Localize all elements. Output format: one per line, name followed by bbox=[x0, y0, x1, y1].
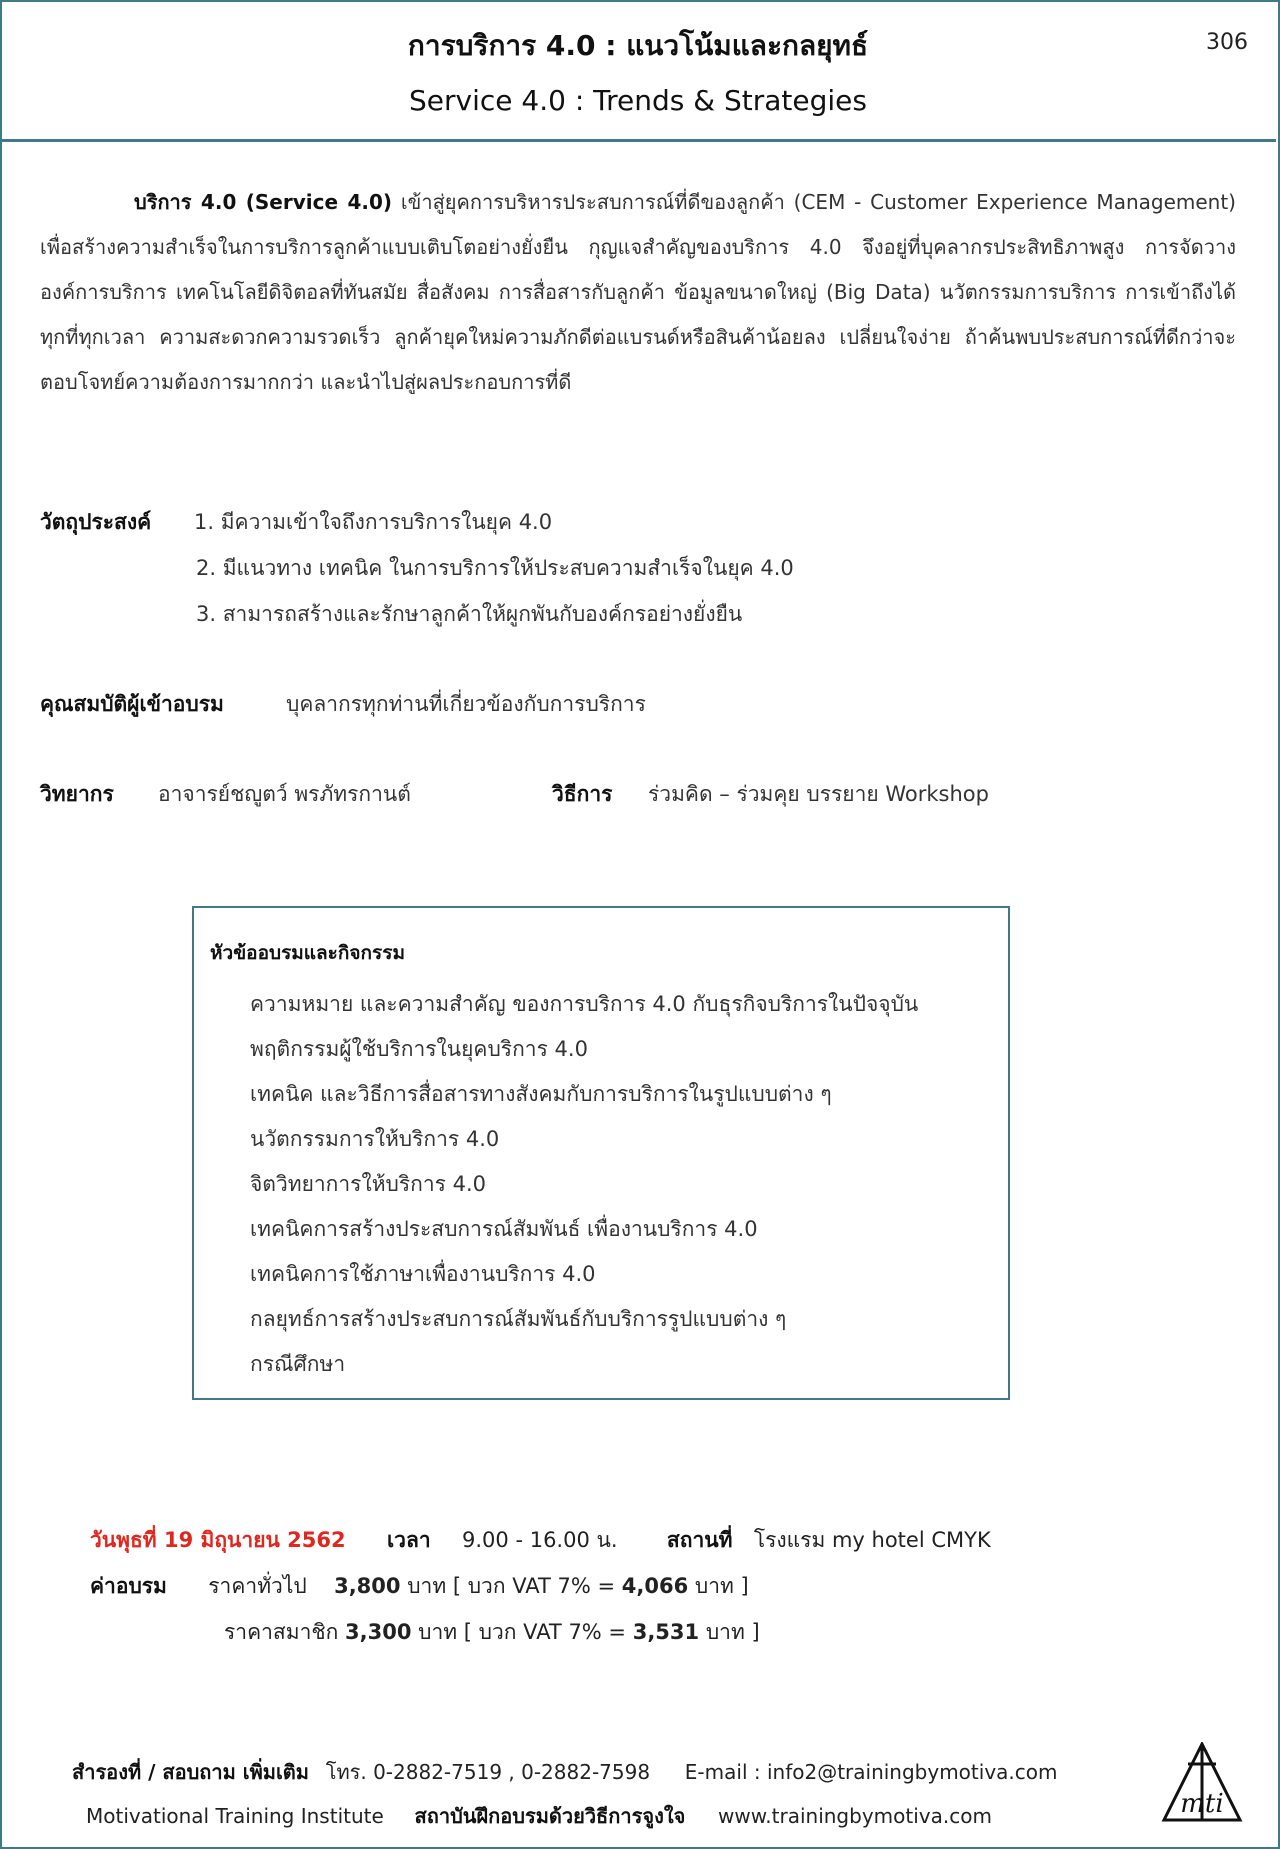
fee-member-row bbox=[224, 1616, 760, 1649]
qualification-row bbox=[40, 688, 224, 721]
event-time: 9.00 - 16.00 น. bbox=[462, 1528, 618, 1552]
objectives-label: วัตถุประสงค์ bbox=[40, 510, 152, 534]
event-place: โรงแรม my hotel CMYK bbox=[753, 1528, 991, 1552]
method-label: วิธีการ bbox=[552, 782, 613, 806]
topics-list bbox=[250, 982, 918, 1387]
contact-label: สำรองที่ / สอบถาม เพิ่มเติม bbox=[72, 1760, 309, 1784]
fee-label: ค่าอบรม bbox=[90, 1574, 167, 1598]
intro-paragraph bbox=[40, 180, 1236, 405]
topic-item: นวัตกรรมการให้บริการ 4.0 bbox=[250, 1127, 500, 1151]
qualification-label: คุณสมบัติผู้เข้าอบรม bbox=[40, 692, 224, 716]
objective-item: 2. มีแนวทาง เทคนิค ในการบริการให้ประสบความสำเร็จในยุค 4.0 bbox=[196, 556, 794, 580]
topics-title: หัวข้ออบรมและกิจกรรม bbox=[210, 942, 405, 964]
fee-member-end: บาท ] bbox=[705, 1620, 760, 1644]
method-row bbox=[552, 778, 612, 811]
fee-general-row bbox=[90, 1570, 749, 1603]
topic-item: พฤติกรรมผู้ใช้บริการในยุคบริการ 4.0 bbox=[250, 1037, 588, 1061]
topic-item: เทคนิคการใช้ภาษาเพื่องานบริการ 4.0 bbox=[250, 1262, 596, 1286]
page-header bbox=[0, 0, 1276, 142]
fee-member-unit: บาท [ บวก VAT 7% = bbox=[418, 1620, 627, 1644]
page-title-thai: การบริการ 4.0 : แนวโน้มและกลยุทธ์ bbox=[407, 29, 869, 62]
fee-member-total: 3,531 bbox=[632, 1620, 700, 1644]
fee-member-price: 3,300 bbox=[345, 1620, 412, 1644]
contact-email[interactable]: E-mail : info2@trainingbymotiva.com bbox=[684, 1760, 1058, 1784]
contact-row bbox=[72, 1756, 1057, 1788]
fee-member-label: ราคาสมาชิก bbox=[224, 1620, 339, 1644]
topic-item: ความหมาย และความสำคัญ ของการบริการ 4.0 กับธุรกิจบริการในปัจจุบัน bbox=[250, 992, 919, 1016]
fee-general-end: บาท ] bbox=[694, 1574, 749, 1598]
speaker-row bbox=[40, 778, 114, 811]
speaker-label: วิทยากร bbox=[40, 782, 114, 806]
org-row bbox=[86, 1800, 992, 1832]
intro-lead: บริการ 4.0 (Service 4.0) bbox=[134, 190, 393, 214]
topic-item: เทคนิคการสร้างประสบการณ์สัมพันธ์ เพื่องานบริการ 4.0 bbox=[250, 1217, 758, 1241]
topic-item: กรณีศึกษา bbox=[250, 1352, 346, 1376]
objectives-label-row bbox=[40, 506, 151, 539]
org-website[interactable]: www.trainingbymotiva.com bbox=[718, 1804, 992, 1828]
speaker-value: อาจารย์ชญูตว์ พรภัทรกานต์ bbox=[158, 782, 411, 806]
event-date: วันพุธที่ 19 มิถุนายน 2562 bbox=[90, 1528, 346, 1552]
schedule-row bbox=[90, 1524, 991, 1557]
fee-general-price: 3,800 bbox=[334, 1574, 401, 1598]
fee-general-unit: บาท [ บวก VAT 7% = bbox=[407, 1574, 616, 1598]
place-label: สถานที่ bbox=[666, 1528, 733, 1552]
org-name-th: สถาบันฝึกอบรมด้วยวิธีการจูงใจ bbox=[414, 1804, 686, 1828]
method-value: ร่วมคิด – ร่วมคุย บรรยาย Workshop bbox=[648, 782, 989, 806]
topic-item: กลยุทธ์การสร้างประสบการณ์สัมพันธ์กับบริการรูปแบบต่าง ๆ bbox=[250, 1307, 787, 1331]
objective-item: 3. สามารถสร้างและรักษาลูกค้าให้ผูกพันกับองค์กรอย่างยั่งยืน bbox=[196, 602, 743, 626]
topics-box bbox=[192, 906, 1010, 1400]
mti-logo-icon bbox=[1160, 1742, 1244, 1824]
fee-general-total: 4,066 bbox=[621, 1574, 689, 1598]
page-title-english: Service 4.0 : Trends & Strategies bbox=[409, 84, 867, 117]
intro-text: เข้าสู่ยุคการบริหารประสบการณ์ที่ดีของลูกค้า (CEM - Customer Experience Management) เพื่อสร้างความสำเร็จในการบริการลูกค้าแบบเติบโตอย่างยั่งยืน กุญแจสำคัญของบริการ 4.0 จึงอยู่ที่บุคลากรประสิทธิภาพสูง การจัดวางองค์การบริการ เทคโนโลยีดิจิตอลที่ทันสมัย สื่อสังคม การสื่อสารกับลูกค้า ข้อมูลขนาดใหญ่ (Big Data) นวัตกรรมการบริการ การเข้าถึงได้ทุกที่ทุกเวลา ความสะดวกความรวดเร็ว ลูกค้ายุคใหม่ความภักดีต่อแบรนด์หรือสินค้าน้อยลง เปลี่ยนใจง่าย ถ้าค้นพบประสบการณ์ที่ดีกว่าจะตอบโจทย์ความต้องการมากกว่า และนำไปสู่ผลประกอบการที่ดี bbox=[40, 190, 1236, 394]
topic-item: เทคนิค และวิธีการสื่อสารทางสังคมกับการบริการในรูปแบบต่าง ๆ bbox=[250, 1082, 832, 1106]
fee-general-label: ราคาทั่วไป bbox=[208, 1574, 307, 1598]
logo-text: mti bbox=[1180, 1789, 1224, 1819]
page-number: 306 bbox=[1206, 30, 1248, 55]
org-name-en: Motivational Training Institute bbox=[86, 1804, 384, 1828]
objective-item: 1. มีความเข้าใจถึงการบริการในยุค 4.0 bbox=[194, 510, 553, 534]
qualification-value: บุคลากรทุกท่านที่เกี่ยวข้องกับการบริการ bbox=[286, 692, 646, 716]
contact-phone: โทร. 0-2882-7519 , 0-2882-7598 bbox=[325, 1760, 651, 1784]
time-label: เวลา bbox=[387, 1528, 431, 1552]
topic-item: จิตวิทยาการให้บริการ 4.0 bbox=[250, 1172, 487, 1196]
